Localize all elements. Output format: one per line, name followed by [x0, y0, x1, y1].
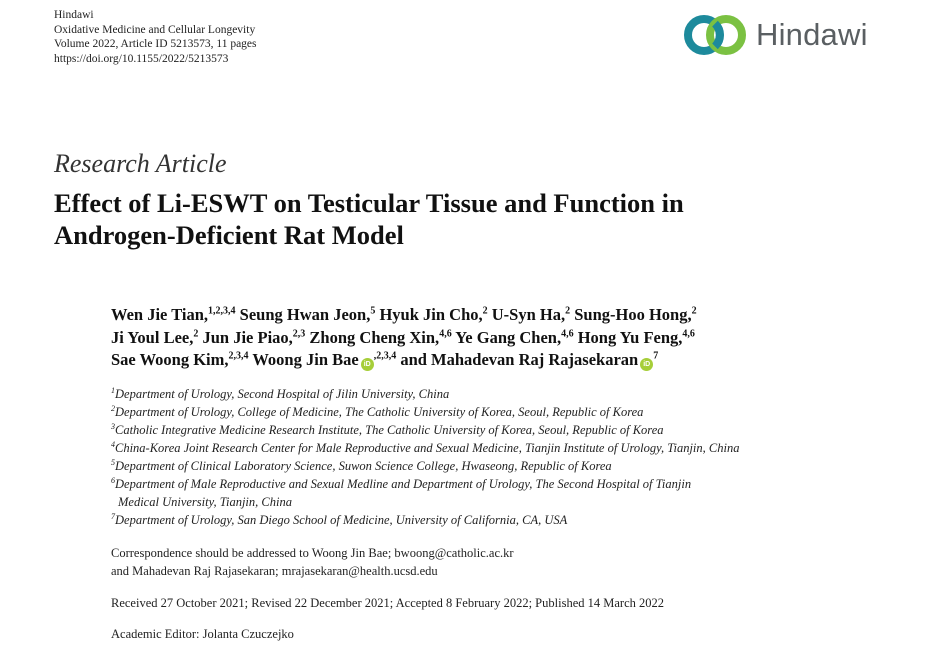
affiliation: $^1$Department of Urology, Second Hospital of Jilin University, China	[111, 385, 450, 401]
affiliation: $^6$Department of Male Reproductive and Sexual Medline and Department of Urology, The Second Hospital of Tianjin	[111, 475, 692, 491]
hindawi-logo[interactable]	[682, 14, 868, 56]
orcid-icon[interactable]: iD	[361, 358, 374, 371]
author[interactable]: Hyuk Jin Cho,$^2$	[379, 305, 488, 324]
affiliation: $^5$Department of Clinical Laboratory Science, Suwon Science College, Hwaseong, Republic of Korea	[111, 457, 612, 473]
author[interactable]: Jun Jie Piao,$^{2,3}$	[202, 327, 306, 347]
affiliation: $^2$Department of Urology, College of Medicine, The Catholic University of Korea, Seoul, Republic of Korea	[111, 403, 644, 419]
title-line: Androgen-Deficient Rat Model	[54, 220, 404, 250]
correspondence-line: Correspondence should be addressed to Woong Jin Bae; bwoong@catholic.ac.kr	[111, 546, 514, 560]
author[interactable]: Woong Jin Bae $iD^{,2,3,4}$	[252, 350, 397, 369]
correspondence-line: and Mahadevan Raj Rajasekaran; mrajasekaran@health.ucsd.edu	[111, 564, 438, 578]
affiliation-continuation: Medical University, Tianjin, China	[118, 495, 292, 509]
affiliation: $^3$Catholic Integrative Medicine Research Institute, The Catholic University of Korea, Seoul, Republic of Korea	[111, 421, 664, 437]
article-title	[54, 187, 814, 251]
logo-text: Hindawi	[756, 17, 868, 52]
volume-info: Volume 2022, Article ID 5213573, 11 pages	[54, 38, 257, 50]
orcid-icon[interactable]: iD	[640, 358, 653, 371]
author-list	[111, 304, 851, 372]
author[interactable]: and Mahadevan Raj Rajasekaran $iD^7$	[400, 350, 659, 369]
title-line: Effect of Li-ESWT on Testicular Tissue and Function in	[54, 188, 684, 218]
author[interactable]: Wen Jie Tian,$^{1,2,3,4}$	[111, 305, 236, 324]
doi-link[interactable]: https://doi.org/10.1155/2022/5213573	[54, 52, 229, 65]
affiliation-list	[111, 385, 871, 529]
author[interactable]: Ji Youl Lee,$^2$	[111, 327, 199, 347]
affiliation: $^7$Department of Urology, San Diego School of Medicine, University of California, CA, USA	[111, 511, 568, 527]
journal-name: Oxidative Medicine and Cellular Longevity	[54, 23, 256, 36]
correspondence	[111, 544, 514, 580]
author[interactable]: Ye Gang Chen,$^{4,6}$	[455, 327, 574, 347]
author[interactable]: Hong Yu Feng,$^{4,6}$	[577, 327, 695, 347]
author[interactable]: Zhong Cheng Xin,$^{4,6}$	[309, 327, 452, 347]
affiliation: $^4$China-Korea Joint Research Center for Male Reproductive and Sexual Medicine, Tianjin Institute of Urology, Tianjin, China	[111, 439, 740, 455]
journal-header	[54, 8, 257, 66]
author[interactable]: Sung-Hoo Hong,$^2$	[574, 305, 697, 324]
academic-editor: Academic Editor: Jolanta Czuczejko	[111, 627, 294, 641]
publication-dates: Received 27 October 2021; Revised 22 December 2021; Accepted 8 February 2022; Published 14 March 2022	[111, 596, 664, 610]
publisher-name: Hindawi	[54, 9, 94, 21]
article-type: Research Article	[54, 149, 227, 178]
author[interactable]: Sae Woong Kim,$^{2,3,4}$	[111, 350, 249, 369]
author[interactable]: Seung Hwan Jeon,$^5$	[239, 305, 376, 324]
author[interactable]: U-Syn Ha,$^2$	[491, 305, 571, 324]
hindawi-rings-logo-icon	[682, 14, 748, 56]
